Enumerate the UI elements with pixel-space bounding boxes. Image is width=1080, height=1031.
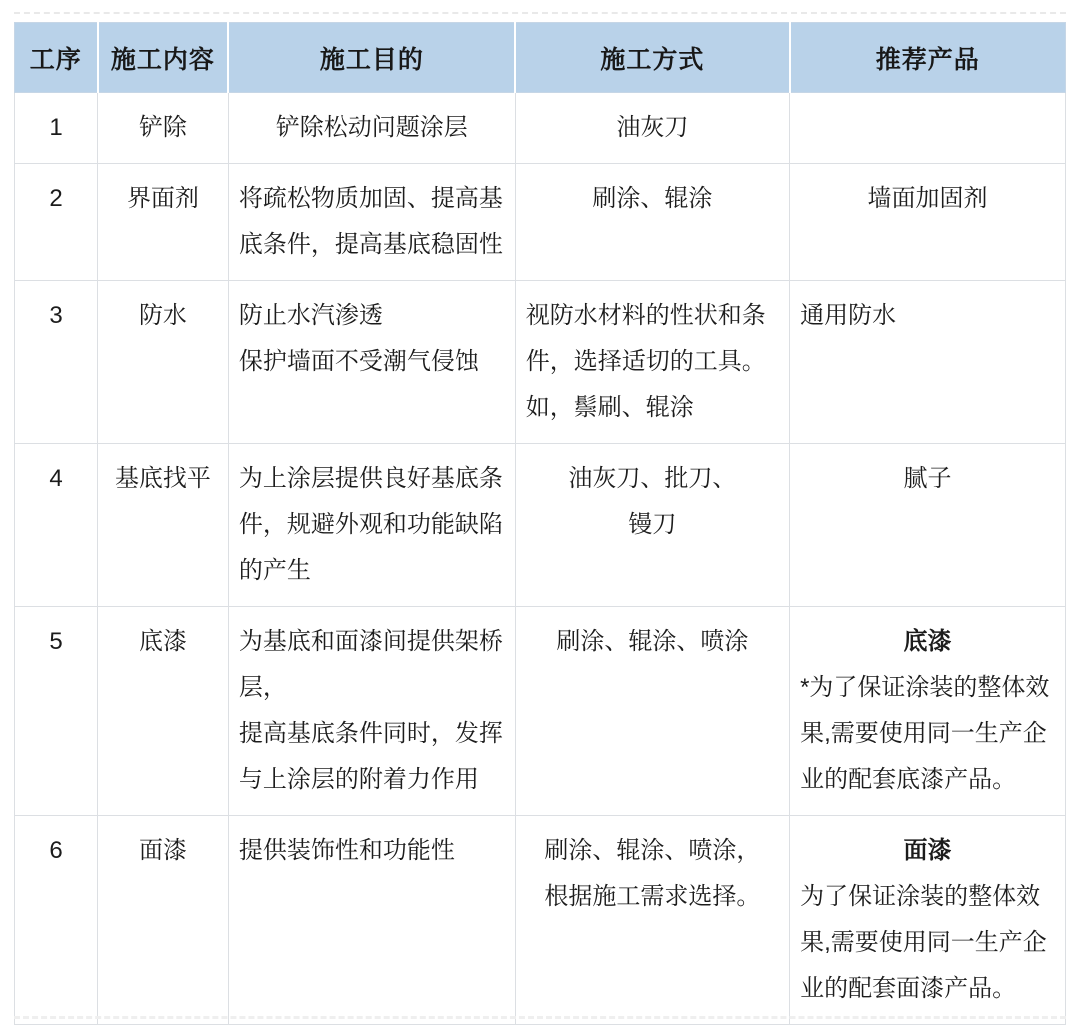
table-row xyxy=(15,93,1066,164)
cell-product xyxy=(790,444,1066,607)
column-header-content: 施工内容 xyxy=(98,23,229,93)
table-row xyxy=(15,281,1066,444)
cell-process-no xyxy=(15,93,98,164)
cell-line: 底漆 xyxy=(138,628,187,655)
cell-line: 提高基底条件同时，发挥与上涂层的附着力作用 xyxy=(238,720,503,793)
cell-line: 油灰刀 xyxy=(616,114,689,141)
cell-purpose xyxy=(228,281,515,444)
cell-line: 通用防水 xyxy=(800,302,897,329)
cell-process-no xyxy=(15,444,98,607)
cell-purpose xyxy=(228,607,515,816)
cell-line: 防止水汽渗透 xyxy=(238,302,383,329)
cell-product xyxy=(790,816,1066,1025)
column-header-process-no: 工序 xyxy=(15,23,98,93)
cell-line: 4 xyxy=(49,465,63,492)
cell-content xyxy=(98,281,229,444)
cell-line: 镘刀 xyxy=(628,511,677,538)
cell-process-no xyxy=(15,281,98,444)
cell-line: 5 xyxy=(49,628,63,655)
cell-process-no xyxy=(15,607,98,816)
cell-line: 腻子 xyxy=(903,465,952,492)
cell-content xyxy=(98,444,229,607)
cell-line: 基底找平 xyxy=(114,465,211,492)
cell-process-no xyxy=(15,816,98,1025)
cell-line: 3 xyxy=(49,302,63,329)
cell-line: 根据施工需求选择。 xyxy=(544,883,761,910)
construction-process-table xyxy=(14,22,1066,1025)
cell-line: 底漆 xyxy=(903,628,952,655)
cell-purpose xyxy=(228,816,515,1025)
cell-method xyxy=(515,816,789,1025)
table-row xyxy=(15,164,1066,281)
cell-line: *为了保证涂装的整体效果,需要使用同一生产企业的配套底漆产品。 xyxy=(800,674,1050,793)
cell-line: 为了保证涂装的整体效果,需要使用同一生产企业的配套面漆产品。 xyxy=(800,883,1047,1002)
cell-line: 油灰刀、批刀、 xyxy=(568,465,737,492)
column-header-purpose: 施工目的 xyxy=(228,23,515,93)
table-body xyxy=(15,93,1066,1025)
cell-line: 面漆 xyxy=(903,837,952,864)
cell-line: 为上涂层提供良好基底条件，规避外观和功能缺陷的产生 xyxy=(238,465,503,584)
cell-method xyxy=(515,93,789,164)
cell-process-no xyxy=(15,164,98,281)
cell-method xyxy=(515,164,789,281)
cell-product xyxy=(790,281,1066,444)
cell-line: 刷涂、辊涂、喷涂 xyxy=(556,628,749,655)
cell-line: 铲除 xyxy=(138,114,187,141)
column-header-method: 施工方式 xyxy=(515,23,789,93)
cell-line: 刷涂、辊涂、喷涂， xyxy=(544,837,761,864)
cell-product xyxy=(790,93,1066,164)
table-row xyxy=(15,444,1066,607)
column-header-product: 推荐产品 xyxy=(790,23,1066,93)
cell-line: 提供装饰性和功能性 xyxy=(238,837,455,864)
cell-method xyxy=(515,444,789,607)
cropped-content-fragment-bottom xyxy=(14,1016,1066,1019)
cell-method xyxy=(515,281,789,444)
cell-line: 视防水材料的性状和条件，选择适切的工具。如，鬃刷、辊涂 xyxy=(525,302,766,421)
cell-content xyxy=(98,93,229,164)
cell-line: 面漆 xyxy=(138,837,187,864)
cell-line: 铲除松动问题涂层 xyxy=(275,114,468,141)
cell-product xyxy=(790,164,1066,281)
cell-content xyxy=(98,164,229,281)
cell-line: 防水 xyxy=(138,302,187,329)
cell-line: 将疏松物质加固、提高基底条件，提高基底稳固性 xyxy=(238,185,503,258)
cell-purpose xyxy=(228,93,515,164)
cropped-content-fragment-top xyxy=(14,12,1066,14)
cell-line: 6 xyxy=(49,837,63,864)
cell-line: 刷涂、辊涂 xyxy=(592,185,713,212)
cell-method xyxy=(515,607,789,816)
cell-purpose xyxy=(228,164,515,281)
cell-line: 界面剂 xyxy=(126,185,199,212)
cell-product xyxy=(790,607,1066,816)
table-row xyxy=(15,816,1066,1025)
table-header-row xyxy=(15,23,1066,93)
cell-purpose xyxy=(228,444,515,607)
cell-line: 2 xyxy=(49,185,63,212)
cell-content xyxy=(98,607,229,816)
cell-line: 为基底和面漆间提供架桥层， xyxy=(238,628,503,701)
table-row xyxy=(15,607,1066,816)
cell-line: 保护墙面不受潮气侵蚀 xyxy=(238,348,479,375)
cell-line: 1 xyxy=(49,114,63,141)
cell-content xyxy=(98,816,229,1025)
cell-line: 墙面加固剂 xyxy=(867,185,988,212)
